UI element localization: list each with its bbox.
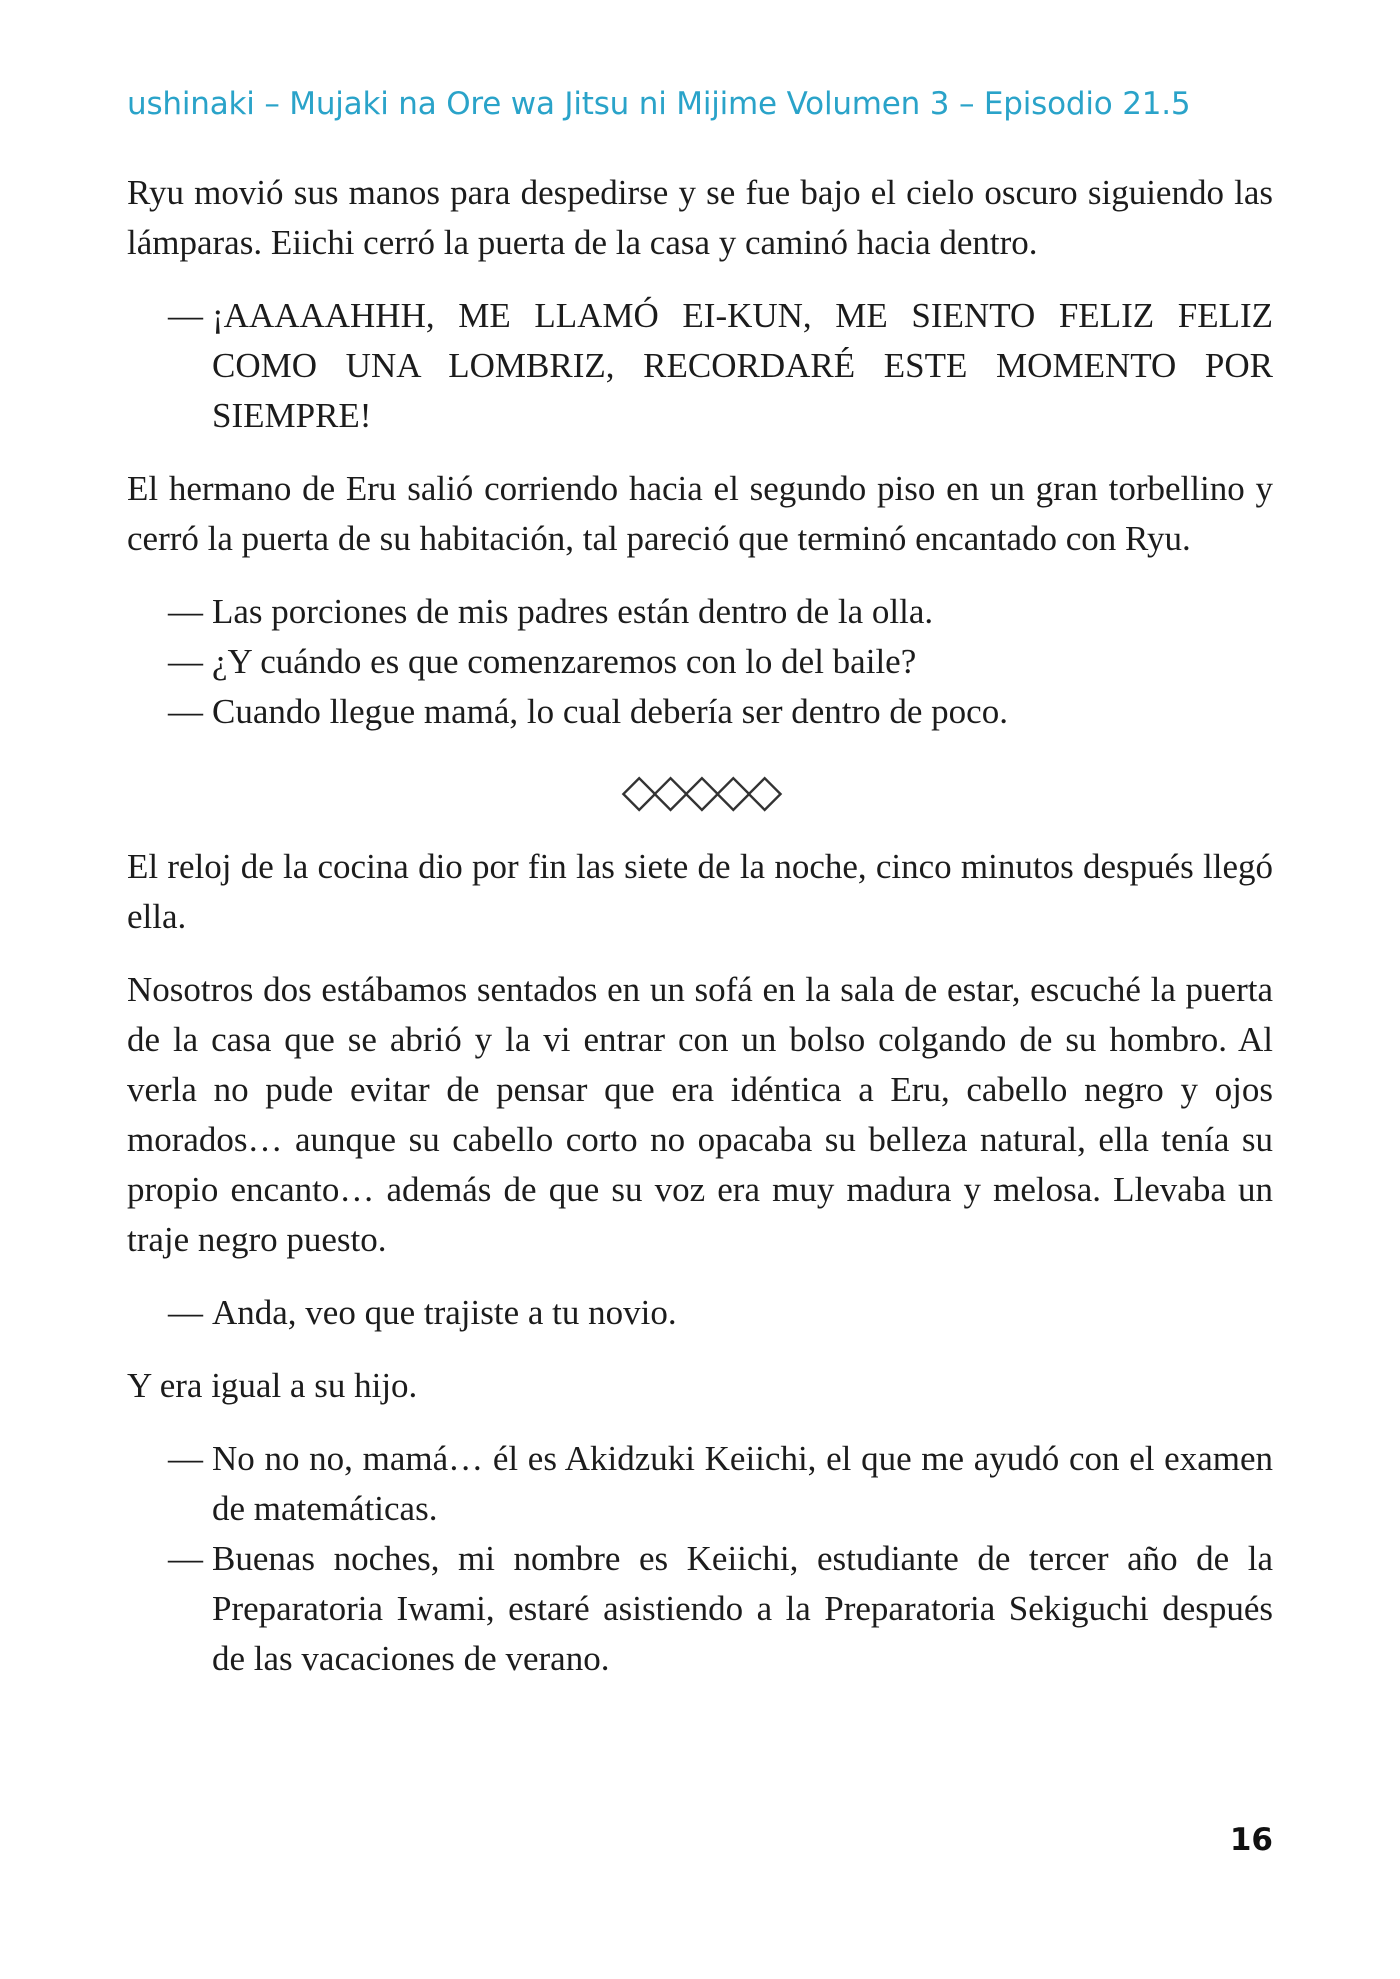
- dialog-dash: —: [168, 1439, 203, 1478]
- dialog-dash: —: [168, 1293, 203, 1332]
- dialog-text-5: Anda, veo que trajiste a tu novio.: [212, 1293, 677, 1332]
- dialog-group-4: [127, 1434, 1273, 1684]
- dialog-dash: —: [168, 296, 203, 335]
- paragraph-2: El hermano de Eru salió corriendo hacia el segundo piso en un gran torbellino y cerró la puerta de su habitación, tal pareció que terminó encantado con Ryu.: [127, 469, 1273, 558]
- dialog-text-1: ¡AAAAAHHH, ME LLAMÓ EI-KUN, ME SIENTO FELIZ FELIZ COMO UNA LOMBRIZ, RECORDARÉ ESTE MOMENTO POR SIEMPRE!: [212, 296, 1273, 435]
- page-content: [127, 168, 1273, 1707]
- dialog-line-7: [127, 1534, 1273, 1684]
- dialog-line-6: [127, 1434, 1273, 1534]
- dialog-line-1: [127, 291, 1273, 441]
- paragraph-3: El reloj de la cocina dio por fin las siete de la noche, cinco minutos después llegó ella.: [127, 847, 1273, 936]
- running-header: ushinaki – Mujaki na Ore wa Jitsu ni Mijime Volumen 3 – Episodio 21.5: [127, 86, 1191, 122]
- dialog-text-7: Buenas noches, mi nombre es Keiichi, estudiante de tercer año de la Preparatoria Iwami, estaré asistiendo a la Preparatoria Sekiguchi después de las vacaciones de verano.: [212, 1539, 1273, 1678]
- paragraph-4: Nosotros dos estábamos sentados en un sofá en la sala de estar, escuché la puerta de la casa que se abrió y la vi entrar con un bolso colgando de su hombro. Al verla no pude evitar de pensar que era idéntica a Eru, cabello negro y ojos morados… aunque su cabello corto no opacaba su belleza natural, ella tenía su propio encanto… además de que su voz era muy madura y melosa. Llevaba un traje negro puesto.: [127, 970, 1273, 1259]
- dialog-group-3: [127, 1288, 1273, 1338]
- dialog-dash: —: [168, 1539, 203, 1578]
- dialog-text-3: ¿Y cuándo es que comenzaremos con lo del baile?: [212, 642, 917, 681]
- paragraph-5: Y era igual a su hijo.: [127, 1366, 418, 1405]
- dialog-dash: —: [168, 692, 203, 731]
- dialog-line-5: [127, 1288, 1273, 1338]
- dialog-line-3: [127, 637, 1273, 687]
- dialog-dash: —: [168, 642, 203, 681]
- dialog-text-6: No no no, mamá… él es Akidzuki Keiichi, el que me ayudó con el examen de matemáticas.: [212, 1439, 1273, 1528]
- dialog-line-4: [127, 687, 1273, 737]
- scene-break-diamonds: ◇◇◇◇◇: [621, 763, 779, 817]
- dialog-group-1: [127, 291, 1273, 441]
- dialog-text-4: Cuando llegue mamá, lo cual debería ser dentro de poco.: [212, 692, 1008, 731]
- document-page: [127, 0, 1273, 1979]
- dialog-text-2: Las porciones de mis padres están dentro de la olla.: [212, 592, 934, 631]
- dialog-group-2: [127, 587, 1273, 737]
- paragraph-1: Ryu movió sus manos para despedirse y se fue bajo el cielo oscuro siguiendo las lámparas. Eiichi cerró la puerta de la casa y caminó hacia dentro.: [127, 173, 1273, 262]
- dialog-line-2: [127, 587, 1273, 637]
- page-number: 16: [1229, 1822, 1273, 1858]
- dialog-dash: —: [168, 592, 203, 631]
